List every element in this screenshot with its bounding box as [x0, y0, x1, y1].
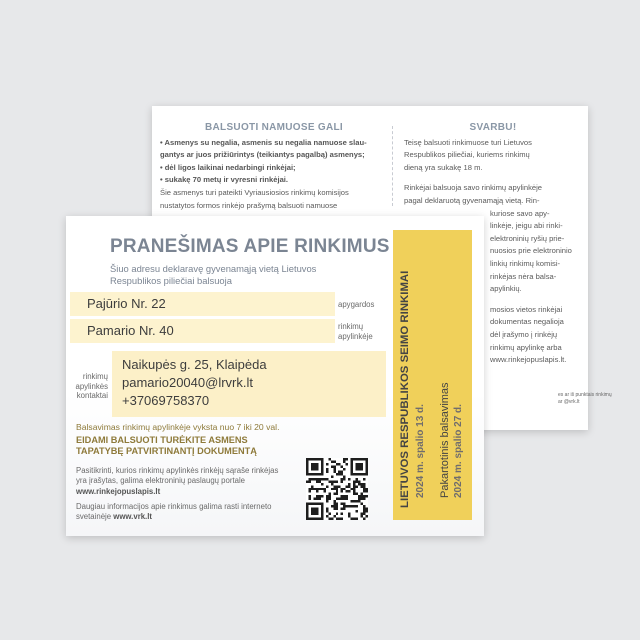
important-text: dokumentas negalioja — [490, 317, 564, 327]
precinct-email: pamario20040@lrvrk.lt — [122, 375, 253, 390]
contacts-field — [112, 351, 386, 417]
district-field: Pajūrio Nr. 22 — [70, 292, 335, 316]
home-voting-item: • sukakę 70 metų ir vyresni rinkėjai. — [160, 175, 289, 185]
info-website: Daugiau informacijos apie rinkimus galima rasti interneto svetainėje www.vrk.lt — [76, 502, 272, 522]
column-divider — [392, 126, 393, 206]
precinct-address: Naikupės g. 25, Klaipėda — [122, 357, 267, 372]
important-text: apylinkių. — [490, 284, 522, 294]
important-text: nuosios prie elektroninio — [490, 246, 572, 256]
portal-link[interactable]: www.rinkejopuslapis.lt — [76, 486, 161, 496]
important-text: www.rinkejopuslapis.lt. — [490, 355, 567, 365]
important-text: linkių rinkimų komisi- — [490, 258, 561, 268]
home-voting-item: • Asmenys su negalia, asmenis su negalia namuose slau- — [160, 137, 367, 147]
website-link[interactable]: www.vrk.lt — [113, 512, 152, 522]
home-voting-item: • dėl ligos laikinai nedarbingi rinkėjai; — [160, 162, 296, 172]
front-card — [66, 216, 484, 536]
important-text: mosios vietos rinkėjai — [490, 304, 563, 314]
precinct-phone: +37069758370 — [122, 393, 210, 408]
back-footnote: es ar iš punktais rinkimų ar @vrk.lt — [558, 392, 612, 405]
qr-code-icon — [306, 458, 368, 520]
runoff-date: 2024 m. spalio 27 d. — [453, 404, 464, 498]
important-heading: SVARBU! — [469, 122, 517, 133]
election-name: LIETUVOS RESPUBLIKOS SEIMO RINKIMAI — [399, 270, 411, 508]
important-text: elektroninių ryšių prie- — [490, 233, 565, 243]
important-text: Rinkėjai balsuoja savo rinkimų apylinkėje — [404, 183, 543, 193]
important-text: linkėje, jeigu abi rinki- — [490, 221, 563, 231]
home-voting-text: Šie asmenys turi pateikti Vyriausiosios rinkimų komisijos — [160, 187, 349, 197]
info-portal: Pasitikrinti, kurios rinkimų apylinkės rinkėjų sąraše rinkėjas yra įrašytas, galima elektroninių paslaugų portale www.rinkejopuslapis.lt — [76, 466, 279, 496]
back-left-column — [160, 122, 388, 212]
voting-hours: Balsavimas rinkimų apylinkėje vyksta nuo 7 iki 20 val. — [76, 422, 280, 432]
important-text: pagal deklaruotą gyvenamąją vietą. Rin- — [404, 195, 540, 205]
important-text: dieną yra sukakę 18 m. — [404, 162, 483, 172]
important-text: Respublikos piliečiai, kuriems rinkimų — [404, 150, 530, 160]
precinct-field: Pamario Nr. 40 — [70, 319, 335, 343]
runoff-label: Pakartotinis balsavimas — [439, 382, 451, 498]
home-voting-heading: BALSUOTI NAMUOSE GALI — [205, 122, 343, 133]
id-notice: EIDAMI BALSUOTI TURĖKITE ASMENS TAPATYBĘ PATVIRTINANTĮ DOKUMENTĄ — [76, 435, 257, 456]
contacts-label: rinkimų apylinkės kontaktai — [75, 372, 108, 400]
precinct-label: rinkimų apylinkėje — [338, 322, 373, 341]
important-text: rinkėjas nėra balsa- — [490, 271, 557, 281]
important-text: Teisę balsuoti rinkimuose turi Lietuvos — [404, 137, 532, 147]
home-voting-item: gantys ar juos prižiūrintys (teikiantys pagalbą) asmenys; — [160, 150, 365, 160]
election-date: 2024 m. spalio 13 d. — [415, 404, 426, 498]
important-text: kuriose savo apy- — [490, 208, 550, 218]
district-label: apygardos — [338, 300, 375, 309]
card-title: PRANEŠIMAS APIE RINKIMUS — [110, 236, 390, 257]
card-subtitle: Šiuo adresu deklaravę gyvenamąją vietą Lietuvos Respublikos piliečiai balsuoja — [110, 263, 317, 286]
important-text: rinkimų apylinkę arba — [490, 342, 562, 352]
home-voting-text: nustatytos formos rinkėjo prašymą balsuoti namuose — [160, 200, 338, 210]
important-text: dėl įrašymo į rinkėjų — [490, 329, 558, 339]
